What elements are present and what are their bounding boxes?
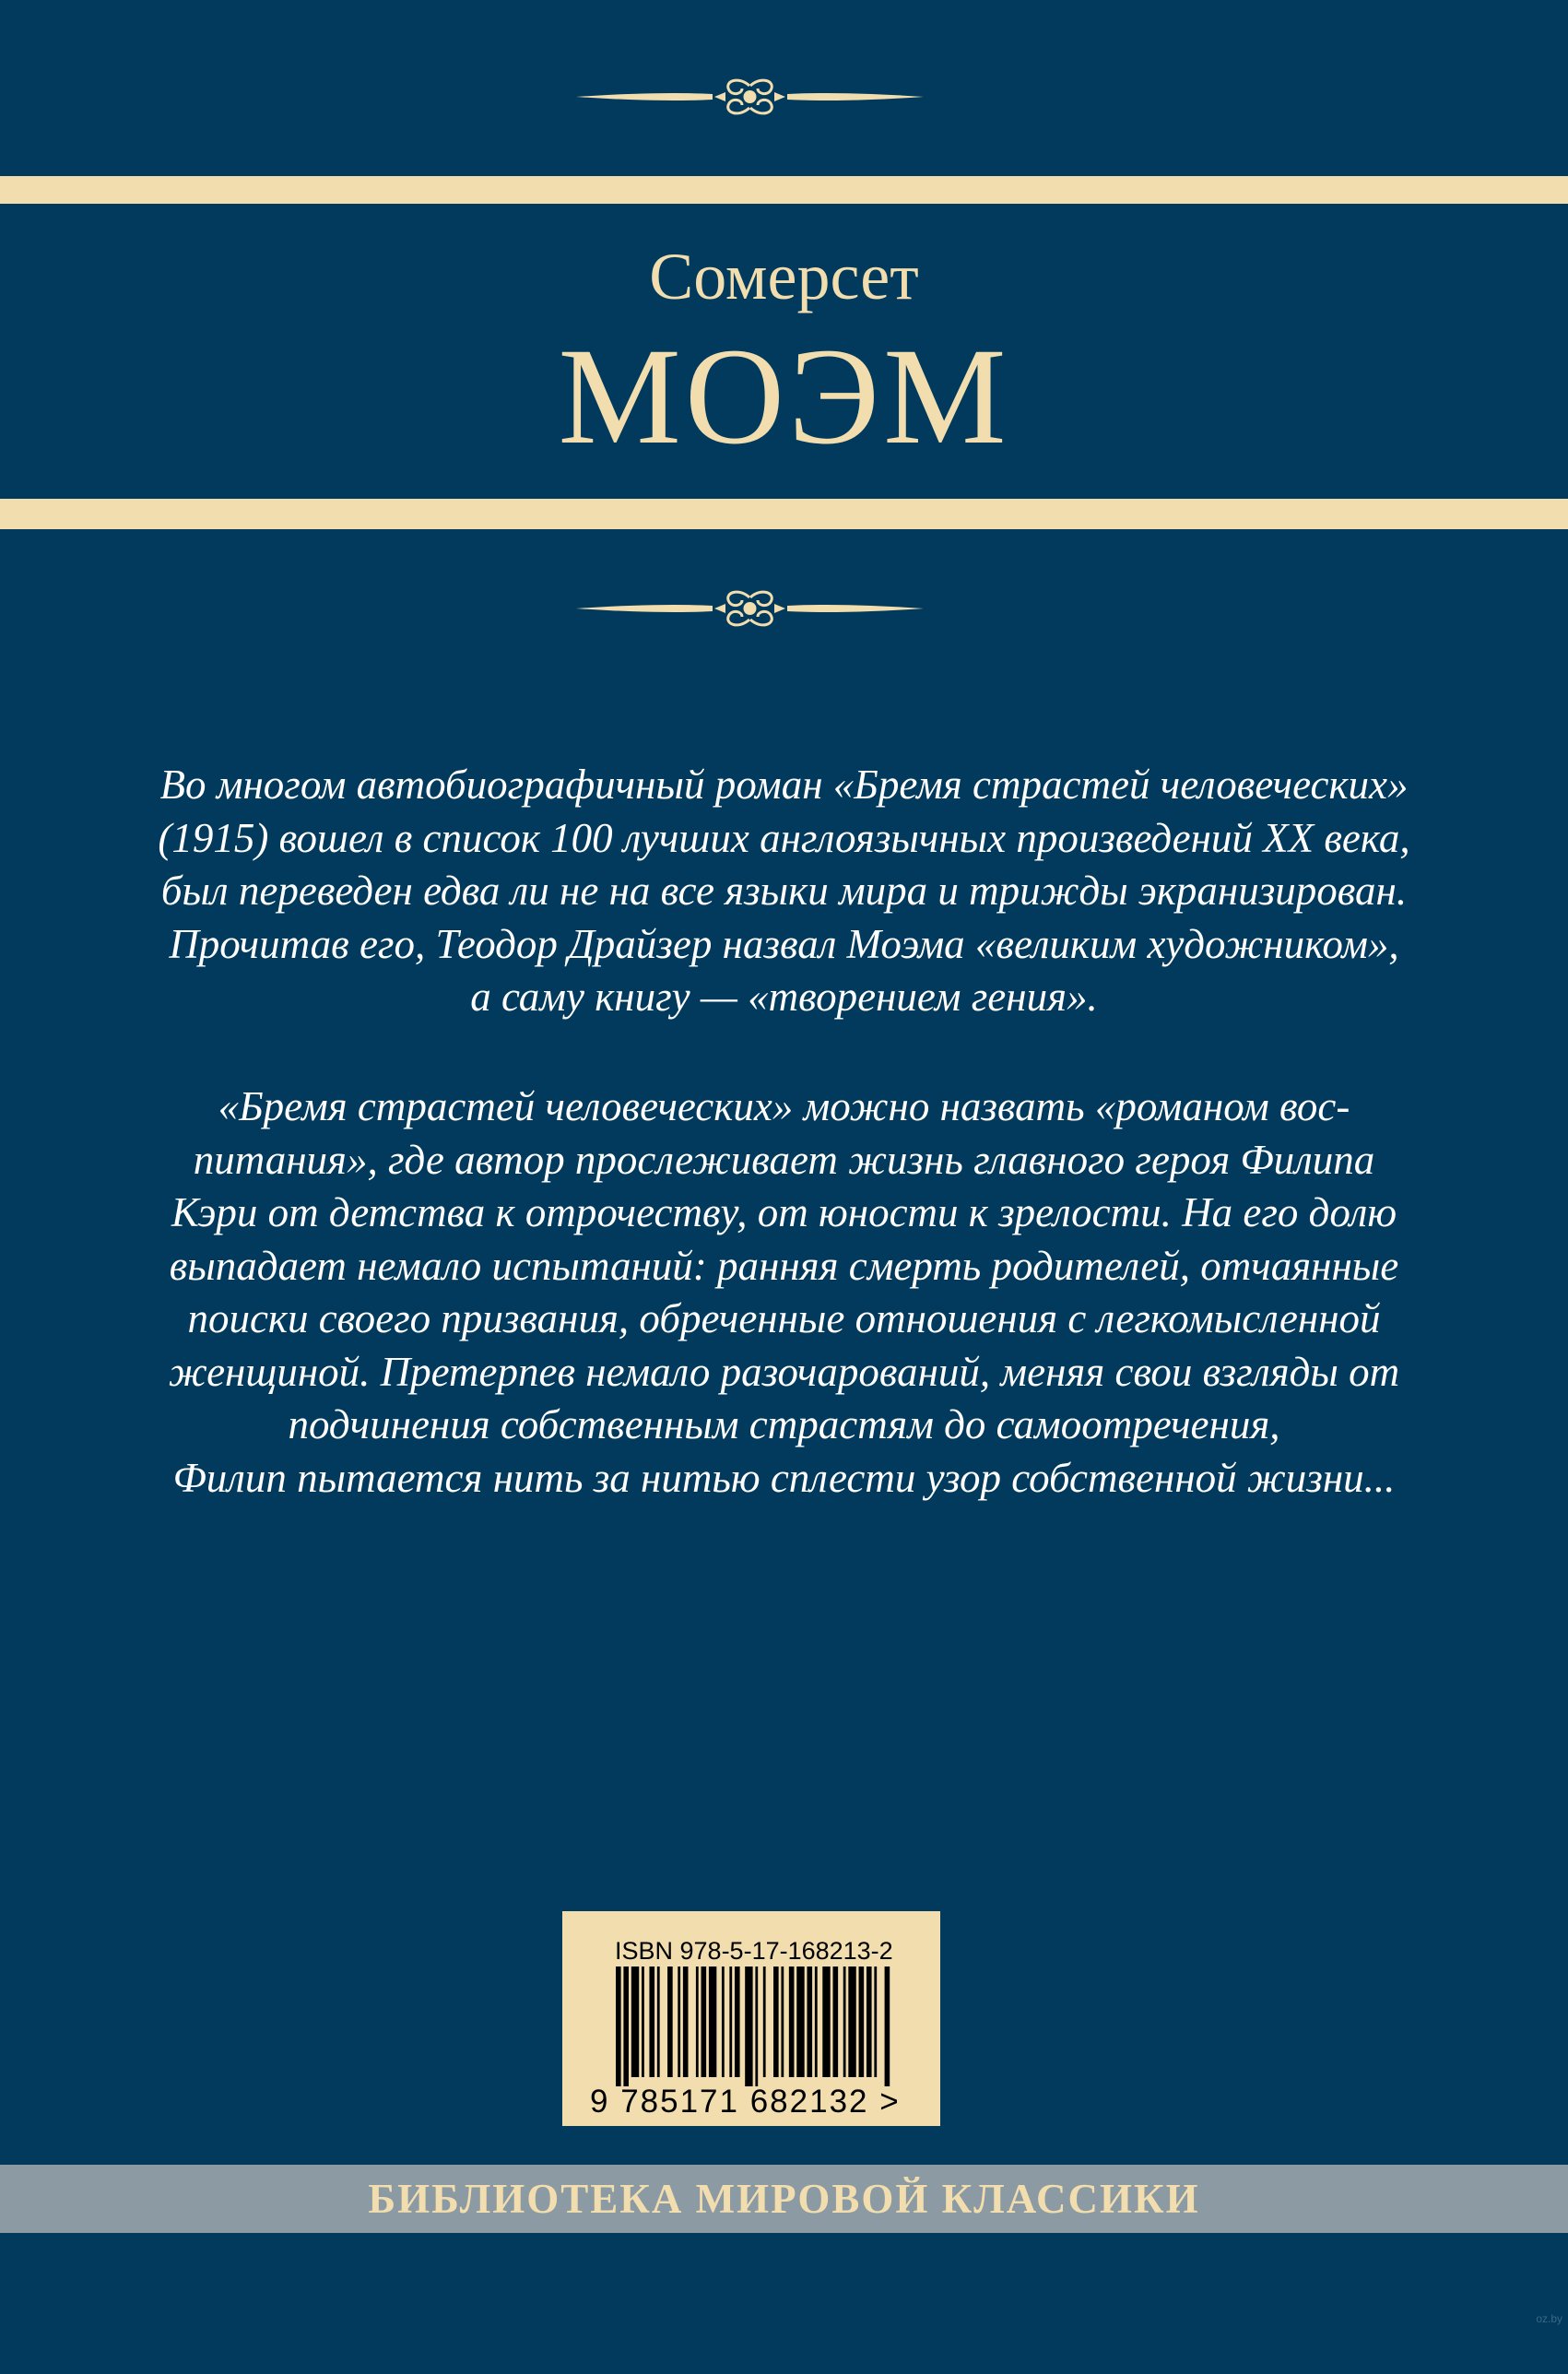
- barcode-digits: 9 785171 682132 >: [590, 2084, 901, 2120]
- blurb-line: Во многом автобиографичный роман «Бремя страстей человеческих»: [159, 762, 1409, 808]
- isbn-box: [562, 1911, 940, 2126]
- blurb-paragraph-2: [83, 1081, 1485, 1505]
- series-name: БИБЛИОТЕКА МИРОВОЙ КЛАССИКИ: [368, 2176, 1200, 2222]
- gold-band-bottom: [0, 499, 1568, 529]
- blurb-line: «Бремя страстей человеческих» можно назвать «романом вос-: [218, 1083, 1350, 1129]
- gold-band-top: [0, 176, 1568, 204]
- blurb-line: женщиной. Претерпев немало разочарований, меняя свои взгляды от: [168, 1348, 1400, 1395]
- blurb-paragraph-1: [83, 759, 1485, 1024]
- ornament-middle-icon: [576, 585, 924, 632]
- blurb-line: Кэри от детства к отрочеству, от юности к зрелости. На его долю: [171, 1189, 1397, 1235]
- author-last-name: МОЭМ: [558, 320, 1010, 473]
- barcode-icon: [616, 1967, 892, 2086]
- blurb-line: был переведен едва ли не на все языки мира и трижды экранизирован.: [160, 868, 1408, 914]
- blurb-line: Прочитав его, Теодор Драйзер назвал Моэма «великим художником»,: [169, 920, 1399, 967]
- isbn-label: ISBN 978-5-17-168213-2: [615, 1937, 893, 1965]
- blurb-line: а саму книгу — «творением гения».: [470, 974, 1098, 1020]
- ornament-top-icon: [576, 74, 924, 120]
- watermark: oz.by: [1536, 2312, 1562, 2325]
- blurb-line: Филип пытается нить за нитью сплести узор собственной жизни...: [172, 1454, 1396, 1501]
- blurb-line: выпадает немало испытаний: ранняя смерть родителей, отчаянные: [169, 1242, 1399, 1289]
- blurb-line: питания», где автор прослеживает жизнь главного героя Филипа: [193, 1136, 1375, 1183]
- blurb-line: подчинения собственным страстям до самоотречения,: [288, 1401, 1280, 1447]
- author-first-name: Сомерсет: [649, 240, 919, 313]
- blurb-line: (1915) вошел в список 100 лучших англоязычных произведений XX века,: [158, 814, 1410, 861]
- blurb-line: поиски своего призвания, обреченные отношения с легкомысленной: [187, 1295, 1381, 1341]
